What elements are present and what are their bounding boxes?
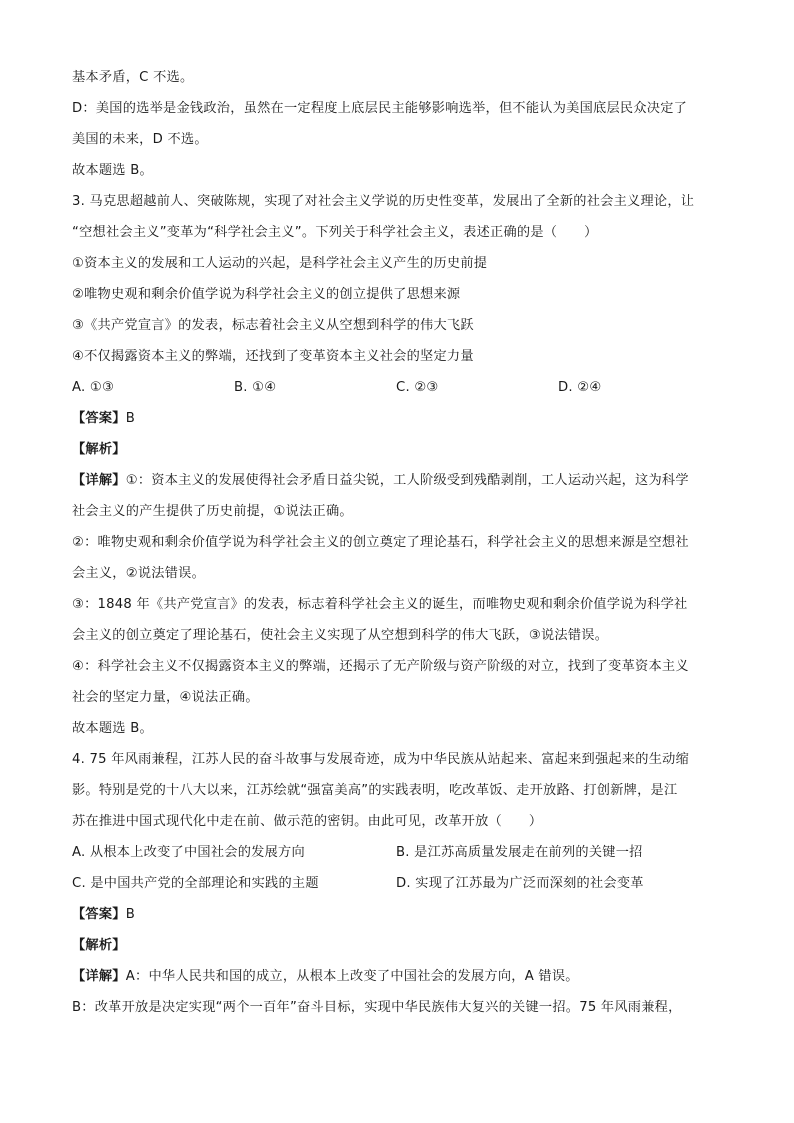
question-stem-line: 3. 马克思超越前人、突破陈规，实现了对社会主义学说的历史性变革，发展出了全新的社会主义理论，让 — [72, 194, 695, 209]
detail-line: ③：1848 年《共产党宣言》的发表，标志着科学社会主义的诞生，而唯物史观和剩余价值学说为科学社 — [72, 597, 688, 612]
detail-line — [72, 961, 732, 992]
statement-line: ④不仅揭露资本主义的弊端，还找到了变革资本主义社会的坚定力量 — [72, 349, 474, 364]
analysis-heading — [72, 930, 732, 961]
option-c: C. ②③ — [396, 380, 439, 395]
answer-line — [72, 403, 732, 434]
options-row — [72, 868, 732, 899]
detail-line: ②：唯物史观和剩余价值学说为科学社会主义的创立奠定了理论基石，科学社会主义的思想来源是空想社 — [72, 535, 689, 550]
answer-line — [72, 899, 732, 930]
answer-tag: 【答案】 — [72, 907, 126, 922]
detail-line: 会主义的创立奠定了理论基石，使社会主义实现了从空想到科学的伟大飞跃，③说法错误。 — [72, 628, 609, 643]
answer-value: B — [125, 907, 136, 922]
detail-line — [72, 465, 732, 496]
statement-line: ①资本主义的发展和工人运动的兴起，是科学社会主义产生的历史前提 — [72, 256, 488, 271]
option-b: B. 是江苏高质量发展走在前列的关键一招 — [396, 845, 643, 860]
option-d: D. ②④ — [558, 380, 602, 395]
options-row — [72, 837, 732, 868]
detail-text: ①：资本主义的发展使得社会矛盾日益尖锐，工人阶级受到残酷剥削，工人运动兴起，这为科学 — [125, 473, 689, 488]
option-d: D. 实现了江苏最为广泛而深刻的社会变革 — [396, 876, 644, 891]
text-line: D：美国的选举是金钱政治，虽然在一定程度上底层民主能够影响选举，但不能认为美国底层民众决定了 — [72, 101, 688, 116]
detail-line: 会主义，②说法错误。 — [72, 566, 206, 581]
analysis-tag: 【解析】 — [72, 938, 126, 953]
detail-tag: 【详解】 — [72, 473, 126, 488]
detail-line: 社会的坚定力量，④说法正确。 — [72, 690, 259, 705]
option-a: A. 从根本上改变了中国社会的发展方向 — [72, 845, 305, 860]
question-stem-line: 苏在推进中国式现代化中走在前、做示范的密钥。由此可见，改革开放（ ） — [72, 814, 543, 829]
analysis-tag: 【解析】 — [72, 442, 126, 457]
detail-tag: 【详解】 — [72, 969, 126, 984]
text-line: 基本矛盾，C 不选。 — [72, 70, 194, 85]
answer-value: B — [125, 411, 136, 426]
analysis-heading — [72, 434, 732, 465]
question-stem-line: “空想社会主义”变革为“科学社会主义”。下列关于科学社会主义，表述正确的是（ ） — [72, 225, 598, 240]
options-row — [72, 372, 732, 403]
statement-line: ③《共产党宣言》的发表，标志着社会主义从空想到科学的伟大飞跃 — [72, 318, 474, 333]
question-stem-line: 4. 75 年风雨兼程，江苏人民的奋斗故事与发展奇迹，成为中华民族从站起来、富起来到强起来的生动缩 — [72, 752, 690, 767]
text-line: 故本题选 B。 — [72, 163, 153, 178]
detail-line: B：改革开放是决定实现“两个一百年”奋斗目标，实现中华民族伟大复兴的关键一招。75 年风雨兼程， — [72, 1000, 682, 1015]
conclusion-line: 故本题选 B。 — [72, 721, 153, 736]
option-b: B. ①④ — [234, 380, 277, 395]
question-stem-line: 影。特别是党的十八大以来，江苏绘就“强富美高”的实践表明，吃改革饭、走开放路、打创新牌，是江 — [72, 783, 678, 798]
option-c: C. 是中国共产党的全部理论和实践的主题 — [72, 876, 319, 891]
question-4 — [72, 744, 732, 1023]
statement-line: ②唯物史观和剩余价值学说为科学社会主义的创立提供了思想来源 — [72, 287, 461, 302]
detail-line: ④：科学社会主义不仅揭露资本主义的弊端，还揭示了无产阶级与资产阶级的对立，找到了变革资本主义 — [72, 659, 689, 674]
document-page — [72, 62, 732, 1023]
question-3 — [72, 186, 732, 744]
detail-text: A：中华人民共和国的成立，从根本上改变了中国社会的发展方向，A 错误。 — [125, 969, 579, 984]
answer-tag: 【答案】 — [72, 411, 126, 426]
text-line: 美国的未来，D 不选。 — [72, 132, 208, 147]
detail-line: 社会主义的产生提供了历史前提，①说法正确。 — [72, 504, 353, 519]
option-a: A. ①③ — [72, 380, 115, 395]
